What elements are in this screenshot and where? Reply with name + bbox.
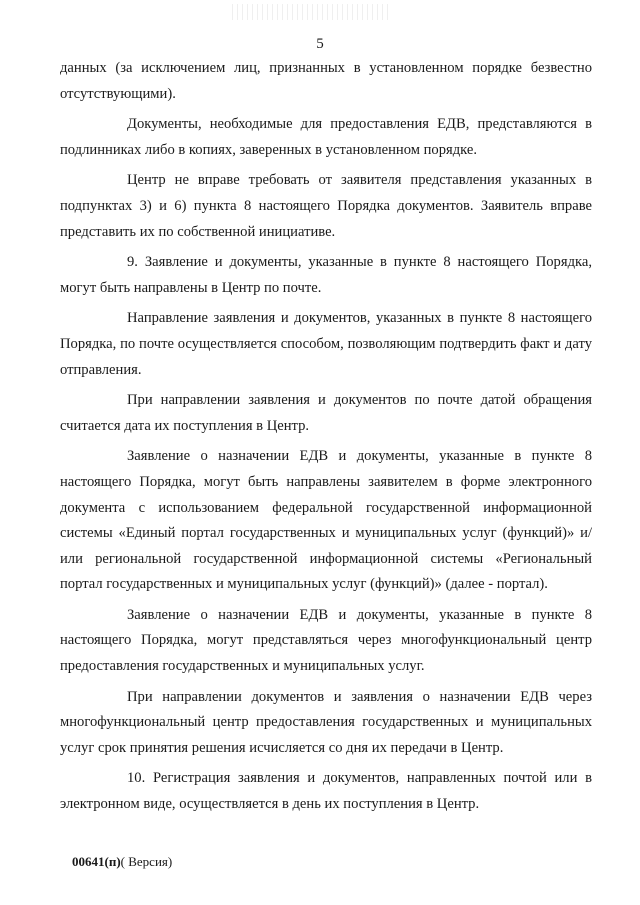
paragraph-item-9: 9. Заявление и документы, указанные в пункте 8 настоящего Порядка, могут быть направлены в Центр по почте. [60,254,592,296]
paragraph: Заявление о назначении ЕДВ и документы, указанные в пункте 8 настоящего Порядка, могут быть направлены заявителем в форме электронного документа с использованием федеральной государственной информационной системы «Единый портал государственных и муниципальных услуг (функций)» и/или региональной государственной информационной системы «Региональный портал государственных и муниципальных услуг (функций)» (далее - портал). [60,448,592,593]
document-body [60,56,592,823]
paragraph: При направлении документов и заявления о назначении ЕДВ через многофункциональный центр предоставления государственных и муниципальных услуг срок принятия решения исчисляется со дня их передачи в Центр. [60,688,592,756]
paragraph: При направлении заявления и документов по почте датой обращения считается дата их поступления в Центр. [60,392,592,434]
document-code: 00641(п) [72,854,121,869]
paragraph-item-10: 10. Регистрация заявления и документов, направленных почтой или в электронном виде, осуществляется в день их поступления в Центр. [60,770,592,813]
paragraph: Направление заявления и документов, указанных в пункте 8 настоящего Порядка, по почте осуществляется способом, позволяющим подтвердить факт и дату отправления. [60,310,592,378]
page-number: 5 [316,36,324,52]
scan-artifact [232,4,392,20]
paragraph-continuation: данных (за исключением лиц, признанных в установленном порядке безвестно отсутствующими). [60,60,592,102]
paragraph: Заявление о назначении ЕДВ и документы, указанные в пункте 8 настоящего Порядка, могут представляться через многофункциональный центр предоставления государственных и муниципальных услуг. [60,606,592,675]
document-version: ( Версия) [120,854,173,869]
paragraph: Документы, необходимые для предоставления ЕДВ, представляются в подлинниках либо в копиях, заверенных в установленном порядке. [60,116,592,158]
paragraph: Центр не вправе требовать от заявителя представления указанных в подпунктах 3) и 6) пункта 8 настоящего Порядка документов. Заявитель вправе представить их по собственной инициативе. [60,172,592,240]
document-footer [72,854,172,870]
